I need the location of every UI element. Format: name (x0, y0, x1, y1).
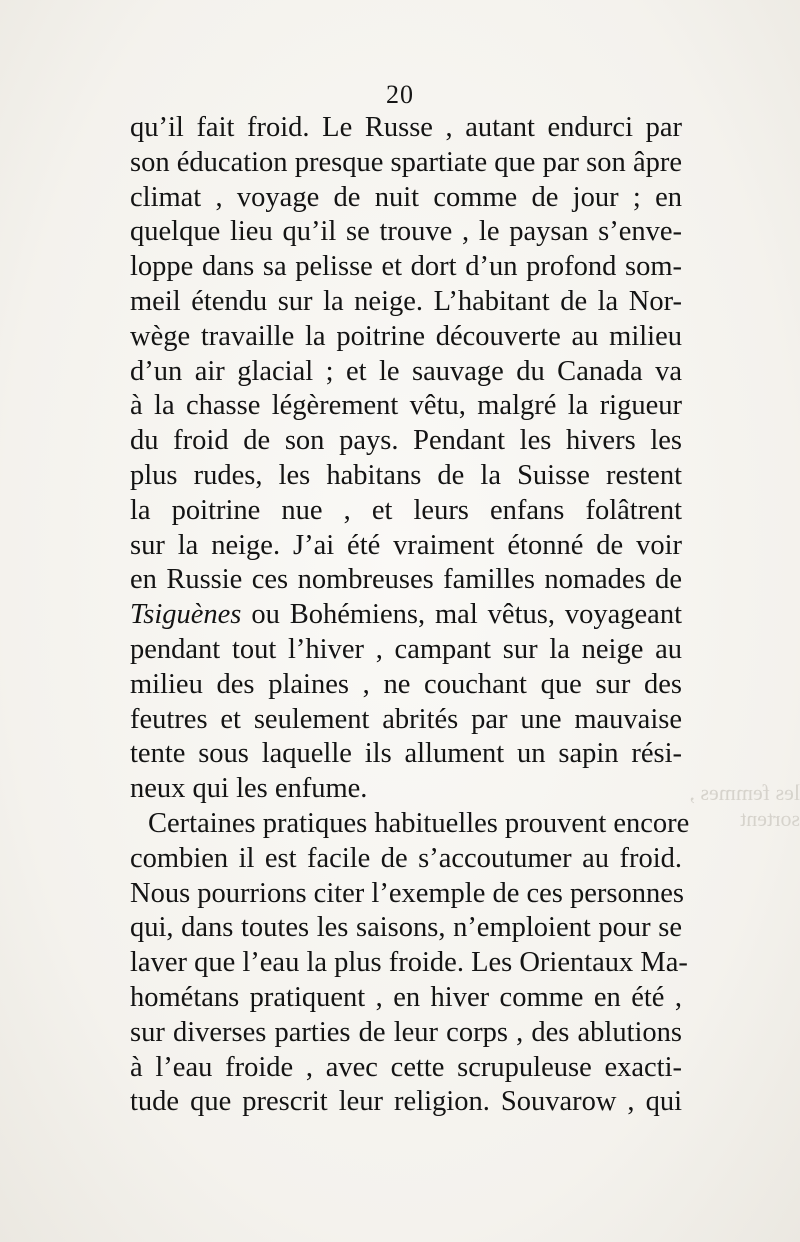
text-line: meil étendu sur la neige. L’habitant de la Nor- (130, 285, 682, 317)
text-line: d’un air glacial ; et le sauvage du Canada va (130, 355, 682, 387)
italic-term: Tsiguènes (130, 599, 242, 631)
paragraph-first-line: Certaines pratiques habituelles prouvent encore (148, 807, 690, 839)
body-text (130, 111, 690, 1120)
text-line: quelque lieu qu’il se trouve , le paysan s’enve- (130, 216, 682, 248)
text-line: plus rudes, les habitans de la Suisse restent (130, 459, 682, 491)
text-line: climat , voyage de nuit comme de jour ; en (130, 181, 682, 213)
text-line: à la chasse légèrement vêtu, malgré la rigueur (130, 390, 682, 422)
text-line: son éducation presque spartiate que par son âpre (130, 146, 682, 178)
text-line: laver que l’eau la plus froide. Les Orientaux Ma- (130, 947, 688, 979)
text-line: sur diverses parties de leur corps , des ablutions (130, 1016, 682, 1048)
text-line: hométans pratiquent , en hiver comme en été , (130, 981, 682, 1013)
text-line (130, 598, 682, 633)
text-line: loppe dans sa pelisse et dort d’un profond som- (130, 251, 682, 283)
text-span: ou Bohémiens, mal vêtus, voyageant (241, 599, 682, 631)
text-line: à l’eau froide , avec cette scrupuleuse exacti- (130, 1051, 682, 1083)
bleed-through-text: les femmes , sortent (689, 780, 800, 831)
page-number: 20 (386, 80, 414, 109)
text-line: tude que prescrit leur religion. Souvarow , qui (130, 1086, 682, 1118)
text-line: du froid de son pays. Pendant les hivers les (130, 425, 682, 457)
text-line: tente sous laquelle ils allument un sapin rési- (130, 738, 682, 770)
text-line: pendant tout l’hiver , campant sur la neige au (130, 633, 682, 665)
text-line: qui, dans toutes les saisons, n’emploient pour se (130, 912, 682, 944)
text-line: neux qui les enfume. (130, 773, 368, 805)
text-line: la poitrine nue , et leurs enfans folâtrent (130, 494, 682, 526)
text-line: Nous pourrions citer l’exemple de ces personnes (130, 877, 684, 909)
text-line: sur la neige. J’ai été vraiment étonné de voir (130, 529, 682, 561)
text-line: milieu des plaines , ne couchant que sur des (130, 668, 682, 700)
text-line: qu’il fait froid. Le Russe , autant endurci par (130, 112, 682, 143)
text-line: en Russie ces nombreuses familles nomades de (130, 564, 682, 596)
text-line: feutres et seulement abrités par une mauvaise (130, 703, 682, 735)
text-line: combien il est facile de s’accoutumer au froid. (130, 842, 682, 874)
text-line: wège travaille la poitrine découverte au milieu (130, 320, 682, 352)
